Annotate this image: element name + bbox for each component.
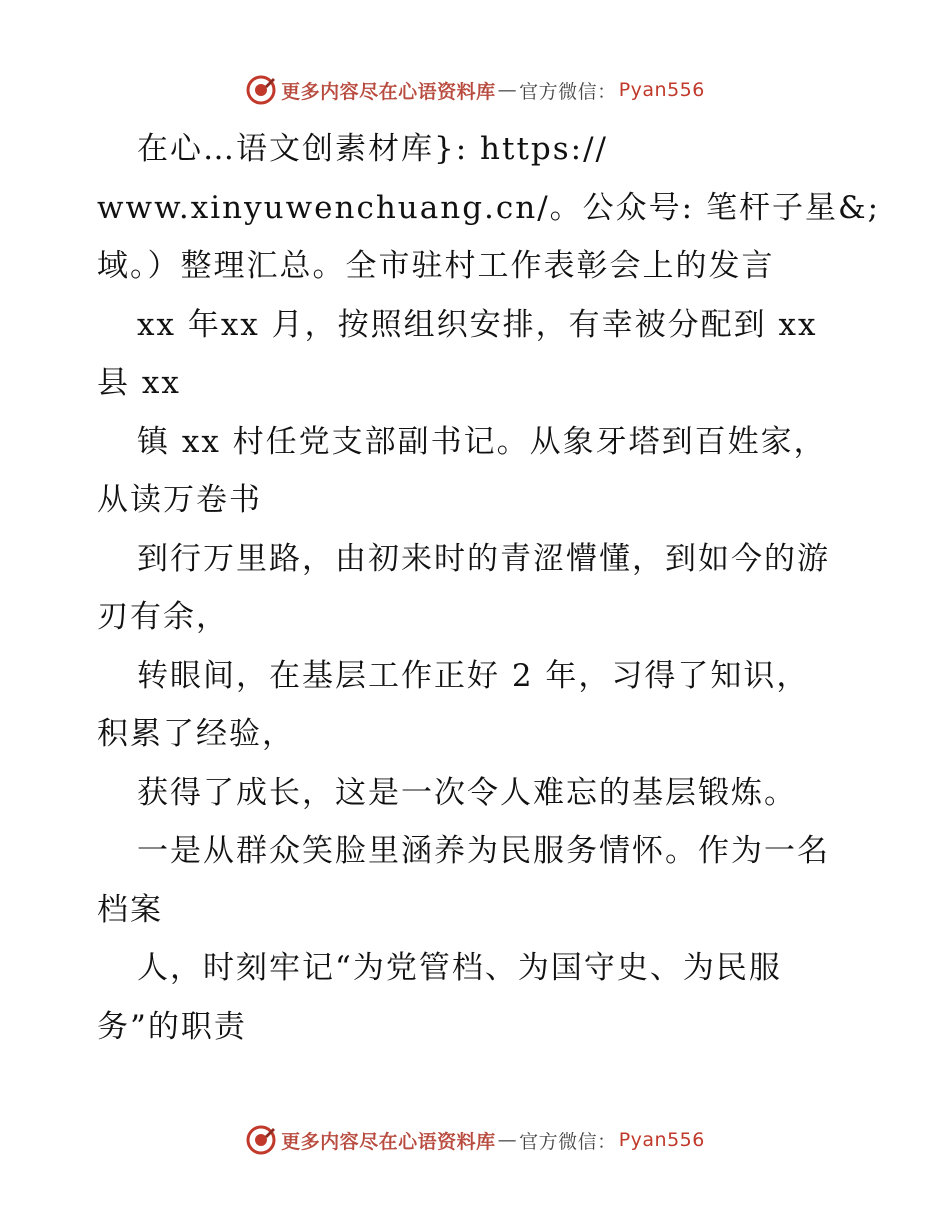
text-line: 在心…语文创素材库}: https:// xyxy=(137,131,608,167)
banner-dash: — xyxy=(497,79,518,101)
text-line: 转眼间，在基层工作正好 2 年，习得了知识， xyxy=(137,657,810,694)
text-line: www.xinyuwenchuang.cn/。公众号: 笔杆子星&; xyxy=(97,189,881,226)
text-line: 域。）整理汇总。全市驻村工作表彰会上的发言 xyxy=(97,248,775,284)
text-line: 务”的职责 xyxy=(97,1008,247,1045)
text-line: 一是从群众笑脸里涵养为民服务情怀。作为一名 xyxy=(137,833,830,869)
header-watermark-banner xyxy=(0,70,950,110)
banner-wechat-id: Pyan556 xyxy=(618,79,705,101)
banner-main-text: 更多内容尽在心语资料库 xyxy=(281,80,496,103)
text-line: 镇 xx 村任党支部副书记。从象牙塔到百姓家， xyxy=(137,423,827,460)
banner-wechat-id: Pyan556 xyxy=(618,1129,705,1151)
text-line: 从读万卷书 xyxy=(97,482,262,518)
text-line: 人，时刻牢记“为党管档、为国守史、为民服 xyxy=(137,950,782,986)
pen-logo-icon xyxy=(245,1124,277,1156)
banner-dash: — xyxy=(497,1129,518,1151)
text-line: 档案 xyxy=(97,891,163,928)
document-body xyxy=(97,120,881,1056)
banner-official-label: 官方微信： xyxy=(519,1130,617,1153)
text-line: xx 年xx 月，按照组织安排，有幸被分配到 xx xyxy=(137,306,818,343)
text-line: 到行万里路，由初来时的青涩懵懂，到如今的游 xyxy=(137,540,830,577)
footer-watermark-banner xyxy=(0,1120,950,1160)
text-line: 刃有余， xyxy=(97,599,229,635)
text-line: 积累了经验， xyxy=(97,716,295,752)
pen-logo-icon xyxy=(245,74,277,106)
text-line: 获得了成长，这是一次令人难忘的基层锻炼。 xyxy=(137,774,797,811)
banner-main-text: 更多内容尽在心语资料库 xyxy=(281,1130,496,1153)
banner-official-label: 官方微信： xyxy=(519,80,617,103)
text-line: 县 xx xyxy=(97,365,181,401)
